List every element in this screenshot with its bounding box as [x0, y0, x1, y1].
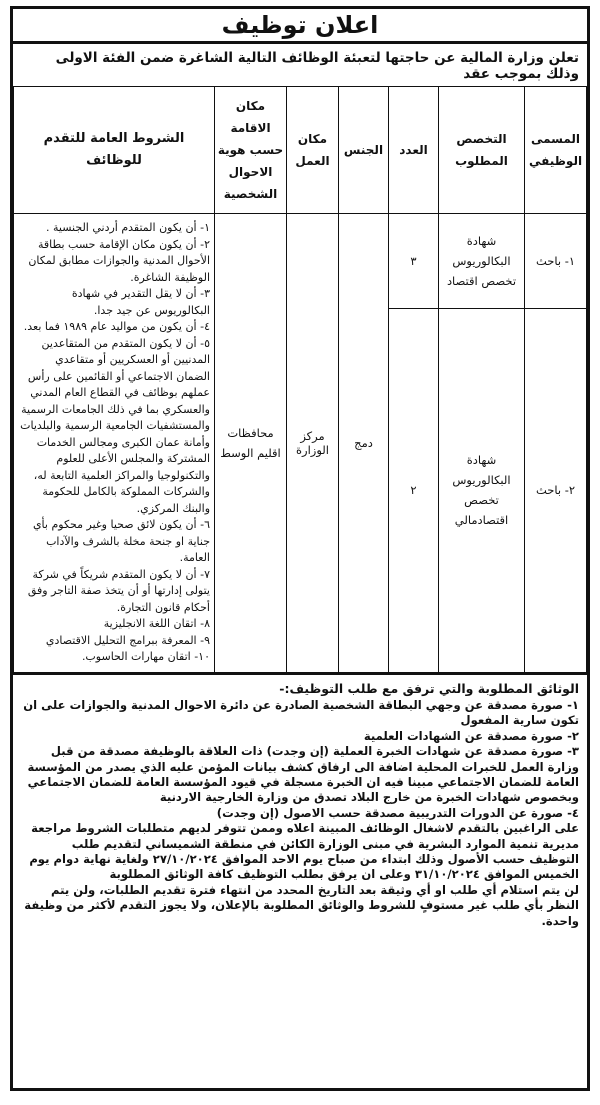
document-item: ١- صورة مصدقة عن وجهي البطاقة الشخصية الصادرة عن دائرة الاحوال المدنية والجوازات على ان تكون سارية المفعول	[23, 697, 579, 728]
job-announcement	[10, 6, 590, 1091]
header-job-title: المسمى الوظيفي	[525, 87, 587, 214]
job-title-cell: ١- باحث	[525, 214, 587, 309]
workplace-cell: مركز الوزارة	[287, 214, 339, 673]
count-cell: ٣	[389, 214, 439, 309]
condition-item: ٤- أن يكون من مواليد عام ١٩٨٩ فما بعد.	[23, 320, 210, 333]
jobs-table	[13, 86, 587, 673]
job-title-cell: ٢- باحث	[525, 309, 587, 673]
count-cell: ٢	[389, 309, 439, 673]
header-workplace: مكان العمل	[287, 87, 339, 214]
condition-item: ٢- أن يكون مكان الإقامة حسب بطاقة الأحوال المدنية والجوازات مطابق لمكان الوظيفة الشاغرة.	[28, 237, 210, 284]
table-header-row	[14, 87, 587, 214]
condition-item: ١- أن يكون المتقدم أردني الجنسية .	[46, 221, 210, 234]
condition-item: ٣- أن لا يقل التقدير في شهادة البكالوريوس عن جيد جدا.	[71, 287, 210, 317]
header-specialization: التخصص المطلوب	[439, 87, 525, 214]
documents-heading: الوثائق المطلوبة والتي ترفق مع طلب التوظيف:-	[279, 680, 579, 696]
condition-item: ٧- أن لا يكون المتقدم شريكاً في شركة يتولى إدارتها أو أن يتخذ صفة التاجر وفق أحكام قانون التجارة.	[27, 567, 210, 614]
intro-text: تعلن وزارة المالية عن حاجتها لتعبئة الوظائف التالية الشاغرة ضمن الفئة الاولى وذلك بموجب عقد	[55, 50, 579, 82]
header-count: العدد	[389, 87, 439, 214]
condition-item: ٩- المعرفة ببرامج التحليل الاقتصادي	[45, 633, 210, 647]
document-item: ٣- صورة مصدقة عن شهادات الخبرة العملية (إن وجدت) ذات العلاقة بالوظيفة مصدقة من قبل وزارة العمل للخبرات المحلية اضافة الى ارفاق كشف بيانات المؤمن عليه الذي يصدر من المؤسسة العامة للضمان الاجتماعي مبينا فيه ان الخبرة مسجلة في قيود المؤسسة العامة للضمان الاجتماعي وبخصوص شهادات الخبرة من خارج البلاد تصدق من وزارة الخارجية الاردنية	[27, 744, 579, 805]
closing-notice: لن يتم استلام أي طلب او أي وثيقة بعد التاريخ المحدد من انتهاء فترة تقديم الطلبات، ولن يتم النظر بأي طلب غير مستوفٍ للشروط والوثائق المطلوبة بالإعلان، ولا يجوز التقدم لأكثر من وظيفة واحدة.	[24, 882, 579, 928]
header-gender: الجنس	[339, 87, 389, 214]
residence-cell: محافظات اقليم الوسط	[215, 214, 287, 673]
header-residence: مكان الاقامة حسب هوية الاحوال الشخصية	[215, 87, 287, 214]
condition-item: ٦- أن يكون لائق صحيا وغير محكوم بأي جناية او جنحة مخلة بالشرف والآداب العامة.	[32, 518, 210, 564]
conditions-cell	[14, 214, 215, 673]
specialization-cell: شهادة البكالوريوس تخصص اقتصادمالي	[439, 309, 525, 673]
condition-item: ٨- اتقان اللغة الانجليزية	[103, 617, 210, 630]
condition-item: ١٠- اتقان مهارات الحاسوب.	[81, 650, 210, 663]
application-instructions: على الراغبين بالتقدم لاشغال الوظائف المبينة اعلاه وممن تتوفر لديهم متطلبات الشروط مراجعة مديرية تنمية الموارد البشرية في مبنى الوزارة الكائن في منطقة الشميساني لتقديم طلب التوظيف حسب الأصول وذلك ابتداء من صباح يوم الاحد الموافق ٢٧/١٠/٢٠٢٤ ولغاية نهاية دوام يوم الخميس الموافق ٣١/١٠/٢٠٢٤ وعلى ان يرفق بطلب التوظيف كافة الوثائق المطلوبة	[29, 821, 579, 882]
announcement-title: اعلان توظيف	[13, 9, 587, 44]
gender-cell: دمج	[339, 214, 389, 673]
document-item: ٢- صورة مصدقة عن الشهادات العلمية	[363, 728, 579, 743]
header-conditions: الشروط العامة للتقدم للوظائف	[14, 87, 215, 214]
specialization-cell: شهادة البكالوريوس تخصص اقتصاد	[439, 214, 525, 309]
document-item: ٤- صورة عن الدورات التدريبية مصدقة حسب الاصول (إن وجدت)	[216, 805, 579, 820]
table-row	[14, 214, 587, 309]
documents-section	[13, 673, 587, 936]
condition-item: ٥- أن لا يكون المتقدم من المتقاعدين المدنيين أو العسكريين أو متقاعدي الضمان الاجتماعي أو القائمين على رأس عملهم بوظائف في القطاع العام المدني والعسكري بما في ذلك الجامعات الرسمية والمستشفيات الجامعية الرسمية والبلديات وأمانة عمان الكبرى ومجالس الخدمات المشتركة والمجلس الأعلى للعلوم والتكنولوجيا والمراكز العلمية التابعة له، والشركات المملوكة بالكامل للحكومة والبنك المركزي.	[20, 336, 210, 515]
